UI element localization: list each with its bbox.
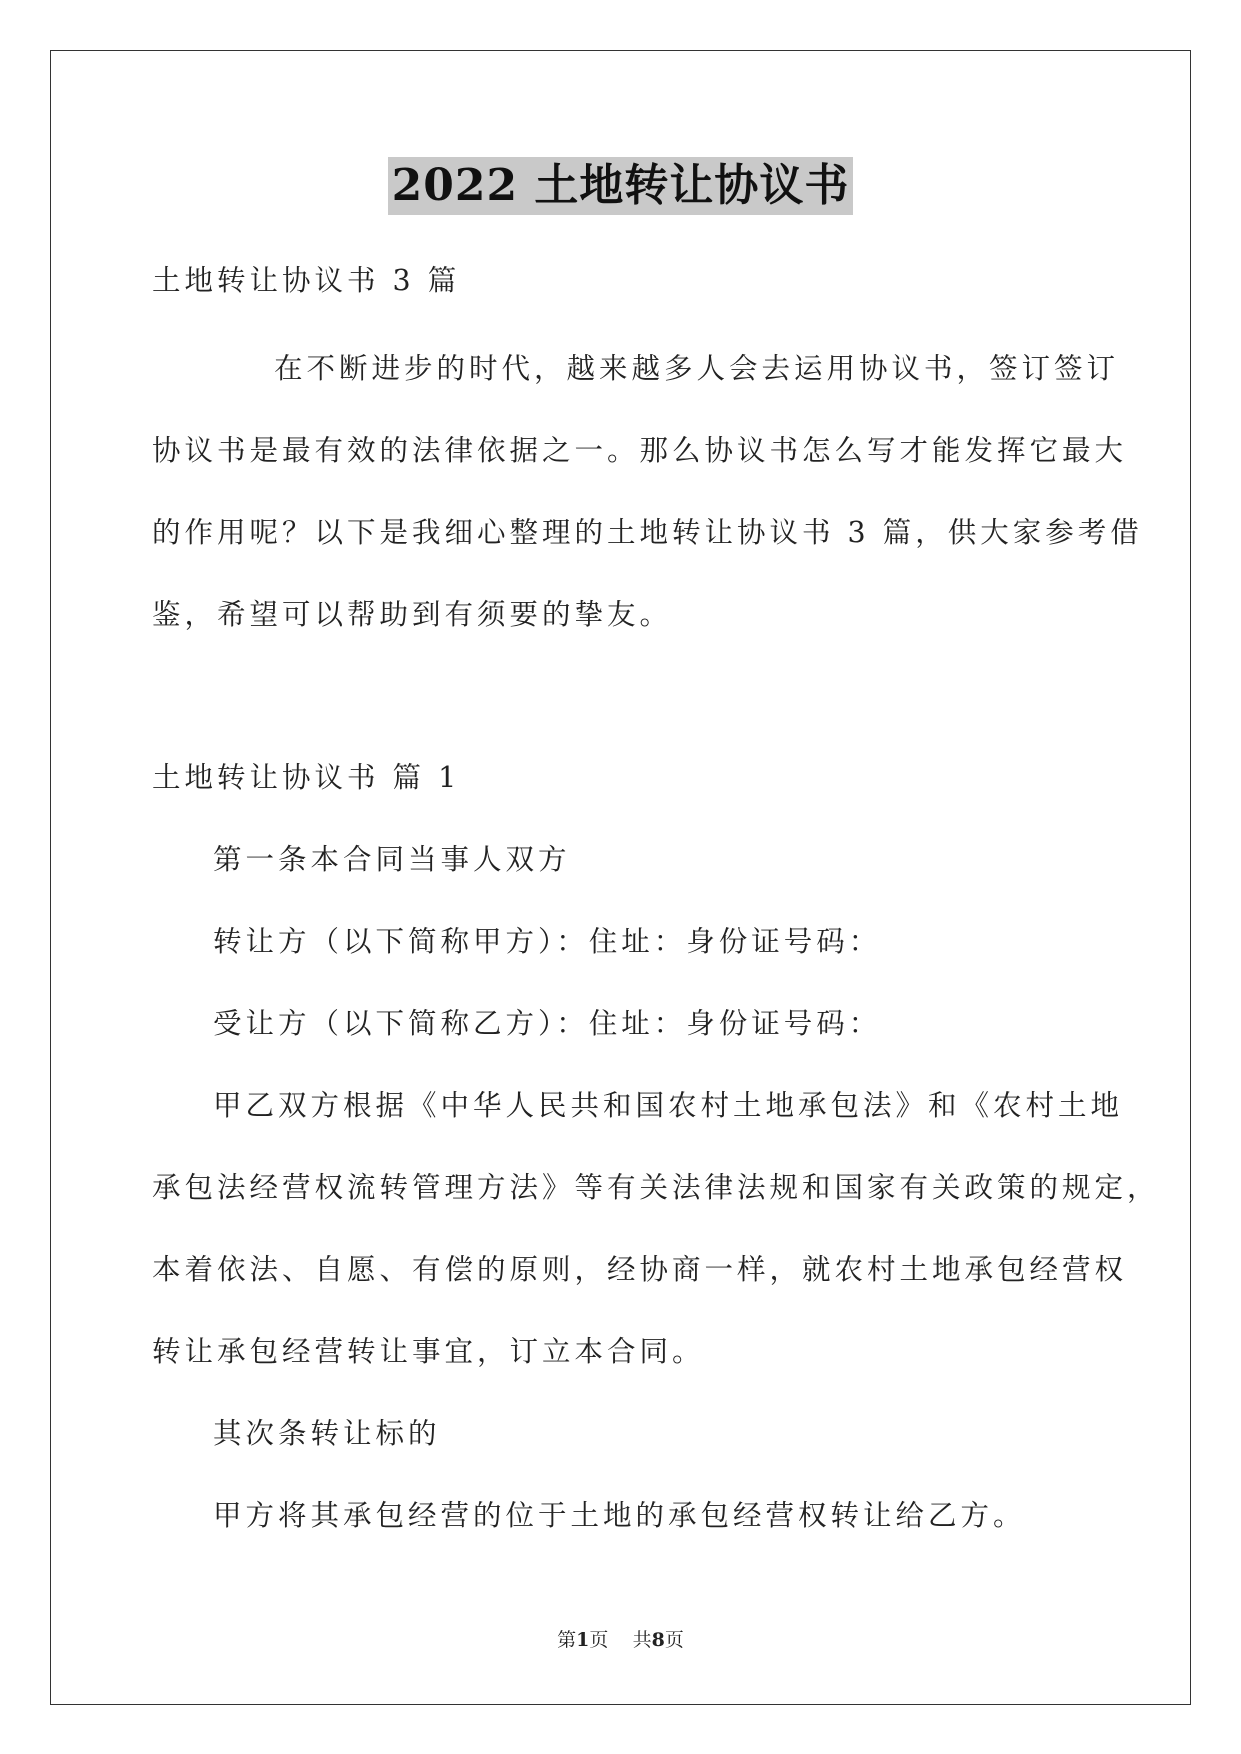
article2-heading: 其次条转让标的: [213, 1417, 441, 1450]
title-container: [0, 157, 1241, 215]
footer-page-suffix: 页: [664, 1629, 684, 1651]
basis-line-4: 转让承包经营转让事宜，订立本合同。: [152, 1335, 705, 1368]
basis-line-2: 承包法经营权流转管理方法》等有关法律法规和国家有关政策的规定，: [152, 1171, 1160, 1204]
intro-line-2: 协议书是最有效的法律依据之一。那么协议书怎么写才能发挥它最大: [152, 434, 1128, 467]
party-b-line: 受让方（以下简称乙方）：住址：身份证号码：: [213, 1007, 882, 1040]
intro-line-1: 在不断进步的时代，越来越多人会去运用协议书，签订签订: [274, 352, 1120, 385]
page-footer: [0, 1627, 1241, 1653]
intro-line-4: 鉴，希望可以帮助到有须要的挚友。: [152, 598, 673, 631]
footer-page-prefix: 第: [557, 1629, 577, 1651]
intro-line-3: 的作用呢？以下是我细心整理的土地转让协议书 3 篇，供大家参考借: [152, 516, 1143, 549]
article2-body: 甲方将其承包经营的位于土地的承包经营权转让给乙方。: [213, 1499, 1026, 1532]
document-subtitle: 土地转让协议书 3 篇: [152, 264, 461, 297]
basis-line-1: 甲乙双方根据《中华人民共和国农村土地承包法》和《农村土地: [213, 1089, 1124, 1122]
article1-heading: 第一条本合同当事人双方: [213, 843, 571, 876]
footer-page-mid: 页 共: [589, 1629, 652, 1651]
footer-page-total: 8: [651, 1629, 665, 1651]
party-a-line: 转让方（以下简称甲方）：住址：身份证号码：: [213, 925, 882, 958]
section-heading: 土地转让协议书 篇 1: [152, 761, 461, 794]
document-title: 2022 土地转让协议书: [388, 157, 854, 215]
footer-page-current: 1: [576, 1629, 590, 1651]
basis-line-3: 本着依法、自愿、有偿的原则，经协商一样，就农村土地承包经营权: [152, 1253, 1128, 1286]
